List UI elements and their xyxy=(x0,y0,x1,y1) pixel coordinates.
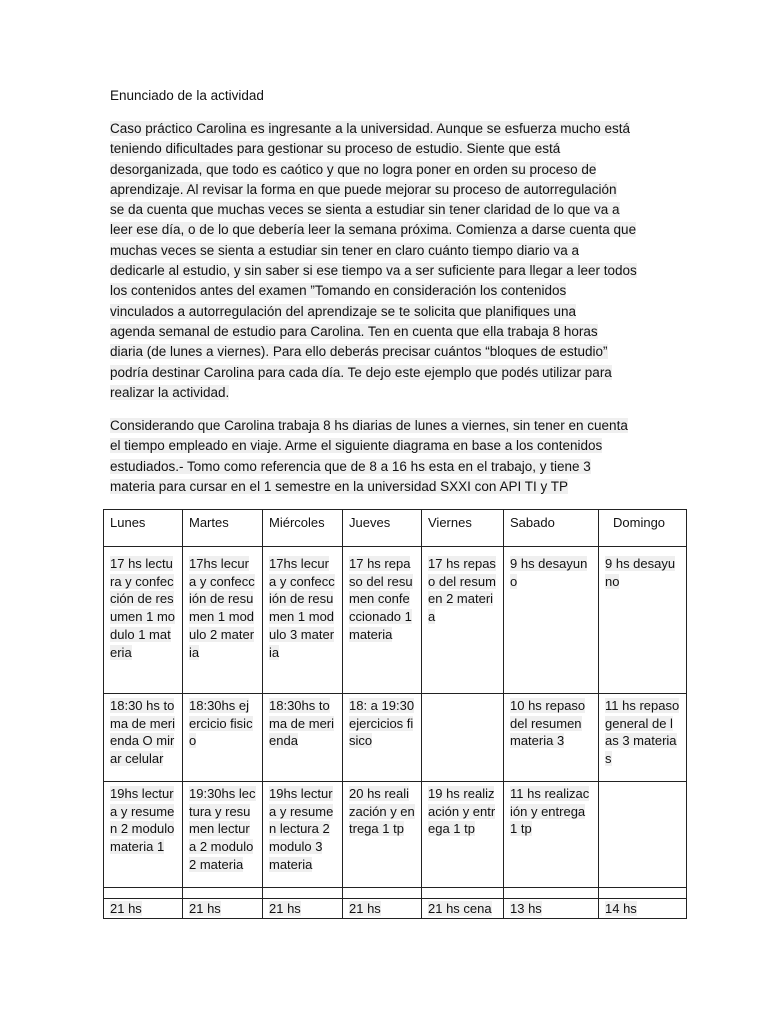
table-cell xyxy=(263,694,343,782)
table-row xyxy=(104,694,687,782)
header-day-jueves: Jueves xyxy=(343,510,422,547)
cell-text: 17 hs lectura y confección de resumen 1 modulo 1 materia xyxy=(110,556,176,660)
table-cell xyxy=(504,547,599,694)
cell-text: 14 hs xyxy=(605,901,637,916)
cell-text: 18:30 hs toma de merienda O mirar celular xyxy=(110,698,176,767)
table-cell xyxy=(504,782,599,888)
table-cell xyxy=(343,547,422,694)
table-cell xyxy=(263,782,343,888)
table-cell xyxy=(104,694,183,782)
cell-text: 10 hs repaso del resumen materia 3 xyxy=(510,698,586,749)
table-cell xyxy=(422,694,504,782)
cell-text: 11 hs realización y entrega 1 tp xyxy=(510,786,590,837)
activity-heading: Enunciado de la actividad xyxy=(110,88,264,103)
header-day-sabado: Sabado xyxy=(504,510,599,547)
cell-text: 17hs lecura y confección de resumen 1 modulo 2 materia xyxy=(189,556,255,660)
table-cell xyxy=(183,782,263,888)
cell-text: 18:30hs ejercicio fisico xyxy=(189,698,253,749)
table-cell xyxy=(422,888,504,899)
instructions-paragraph xyxy=(110,416,662,497)
table-cell xyxy=(343,694,422,782)
table-cell xyxy=(104,782,183,888)
cell-text: 13 hs xyxy=(510,901,542,916)
cell-text: 18: a 19:30 ejercicios fisico xyxy=(349,698,415,749)
table-row xyxy=(104,899,687,919)
table-cell xyxy=(263,899,343,919)
table-cell xyxy=(104,899,183,919)
header-day-lunes: Lunes xyxy=(104,510,183,547)
table-cell xyxy=(183,694,263,782)
table-cell xyxy=(599,888,687,899)
cell-text: 21 hs xyxy=(349,901,381,916)
table-cell xyxy=(343,782,422,888)
table-cell xyxy=(504,694,599,782)
table-cell xyxy=(104,888,183,899)
table-cell xyxy=(183,899,263,919)
case-study-text: Caso práctico Carolina es ingresante a la universidad. Aunque se esfuerza mucho está teniendo dificultades para gestionar su proceso de estudio. Siente que está desorganizada, que todo es caótico y que no logra poner en orden su proceso de aprendizaje. Al revisar la forma en que puede mejorar su proceso de autorregulación se da cuenta que muchas veces se sienta a estudiar sin tener claridad de lo que va a leer ese día, o de lo que debería leer la semana próxima. Comienza a darse cuenta que muchas veces se sienta a estudiar sin tener en claro cuánto tiempo diario va a dedicarle al estudio, y sin saber si ese tiempo va a ser suficiente para llegar a leer todos los contenidos antes del examen ”Tomando en consideración los contenidos vinculados a autorregulación del aprendizaje se te solicita que planifiques una agenda semanal de estudio para Carolina. Ten en cuenta que ella trabaja 8 horas diaria (de lunes a viernes). Para ello deberás precisar cuántos “bloques de estudio” podría destinar Carolina para cada día. Te dejo este ejemplo que podés utilizar para realizar la actividad. xyxy=(110,121,637,400)
table-cell xyxy=(599,694,687,782)
cell-text: 21 hs cena xyxy=(428,901,492,916)
table-cell xyxy=(599,782,687,888)
cell-text: 20 hs realización y entrega 1 tp xyxy=(349,786,415,837)
cell-text: 9 hs desayuno xyxy=(510,556,588,589)
table-cell xyxy=(263,547,343,694)
table-cell xyxy=(422,782,504,888)
table-row xyxy=(104,547,687,694)
cell-text: 9 hs desayuno xyxy=(605,556,676,589)
table-header-row xyxy=(104,510,687,547)
header-day-viernes: Viernes xyxy=(422,510,504,547)
cell-text: 17hs lecura y confección de resumen 1 modulo 3 materia xyxy=(269,556,335,660)
table-cell xyxy=(183,888,263,899)
table-cell xyxy=(422,547,504,694)
cell-text: 17 hs repaso del resumen 2 materia xyxy=(428,556,496,625)
table-row xyxy=(104,782,687,888)
table-cell xyxy=(104,547,183,694)
table-cell xyxy=(599,547,687,694)
table-cell xyxy=(263,888,343,899)
cell-text: 21 hs xyxy=(269,901,301,916)
table-cell xyxy=(504,888,599,899)
cell-text: 18:30hs toma de merienda xyxy=(269,698,335,749)
cell-text: 11 hs repaso general de las 3 materias xyxy=(605,698,680,767)
cell-text: 19hs lectura y resumen 2 modulo materia 1 xyxy=(110,786,175,855)
table-cell xyxy=(183,547,263,694)
table-row xyxy=(104,888,687,899)
cell-text: 17 hs repaso del resumen confeccionado 1 materia xyxy=(349,556,413,642)
header-day-domingo: Domingo xyxy=(599,510,687,547)
cell-text: 19hs lectura y resumen lectura 2 modulo 3 materia xyxy=(269,786,334,872)
case-study-paragraph xyxy=(110,119,662,403)
cell-text: 21 hs xyxy=(189,901,221,916)
header-day-martes: Martes xyxy=(183,510,263,547)
weekly-schedule-table xyxy=(103,509,687,919)
table-cell xyxy=(343,888,422,899)
header-day-miercoles: Miércoles xyxy=(263,510,343,547)
table-cell xyxy=(422,899,504,919)
table-cell xyxy=(599,899,687,919)
table-cell xyxy=(504,899,599,919)
table-cell xyxy=(343,899,422,919)
cell-text: 19 hs realización y entrega 1 tp xyxy=(428,786,496,837)
instructions-text: Considerando que Carolina trabaja 8 hs diarias de lunes a viernes, sin tener en cuenta el tiempo empleado en viaje. Arme el siguiente diagrama en base a los contenidos estudiados.- Tomo como referencia que de 8 a 16 hs esta en el trabajo, y tiene 3 materia para cursar en el 1 semestre en la universidad SXXI con API TI y TP xyxy=(110,418,628,494)
cell-text: 21 hs xyxy=(110,901,142,916)
cell-text: 19:30hs lectura y resumen lectura 2 modulo 2 materia xyxy=(189,786,256,872)
